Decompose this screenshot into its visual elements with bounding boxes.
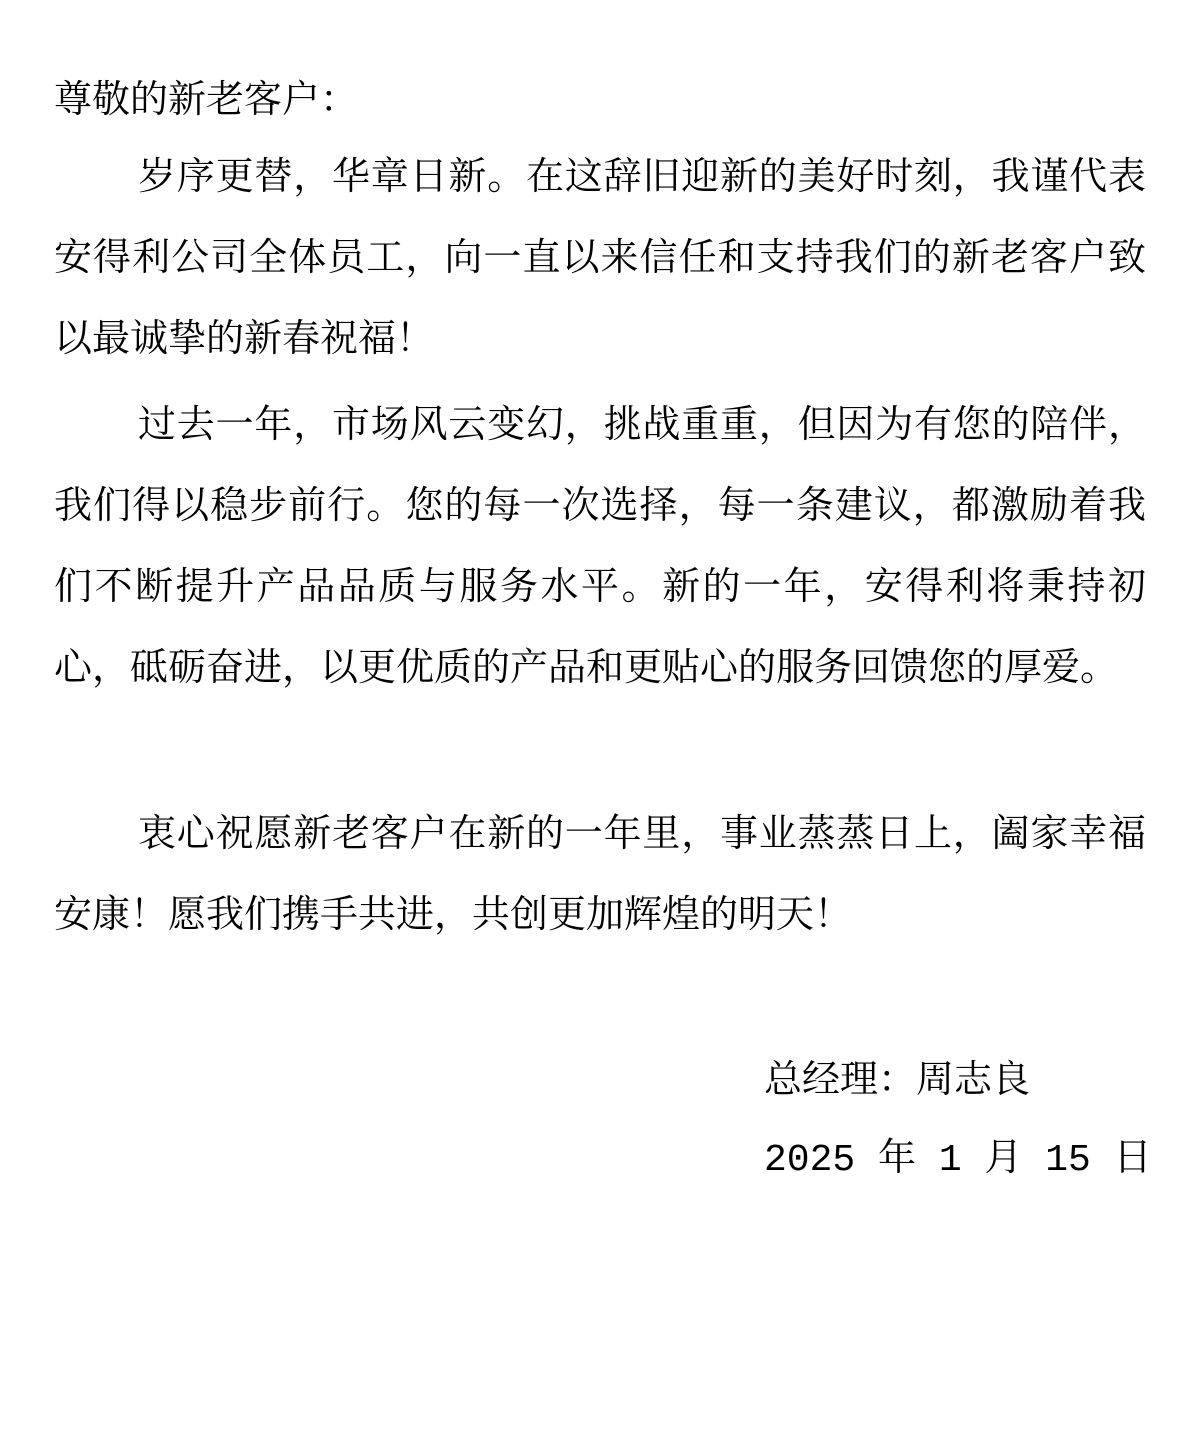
letter-salutation: 尊敬的新老客户： (54, 77, 359, 121)
letter-date: 2025 年 1 月 15 日 (764, 1139, 1152, 1182)
letter-paragraph-3: 衷心祝愿新老客户在新的一年里，事业蒸蒸日上，阖家幸福安康！愿我们携手共进，共创更加辉煌的明天！ (54, 811, 1146, 936)
letter-paragraph-1: 岁序更替，华章日新。在这辞旧迎新的美好时刻，我谨代表安得利公司全体员工，向一直以来信任和支持我们的新老客户致以最诚挚的新春祝福！ (54, 154, 1146, 360)
letter-signature: 总经理：周志良 (764, 1057, 1031, 1101)
letter-paragraph-2: 过去一年，市场风云变幻，挑战重重，但因为有您的陪伴，我们得以稳步前行。您的每一次选择，每一条建议，都激励着我们不断提升产品品质与服务水平。新的一年，安得利将秉持初心，砥砺奋进，以更优质的产品和更贴心的服务回馈您的厚爱。 (54, 402, 1146, 689)
